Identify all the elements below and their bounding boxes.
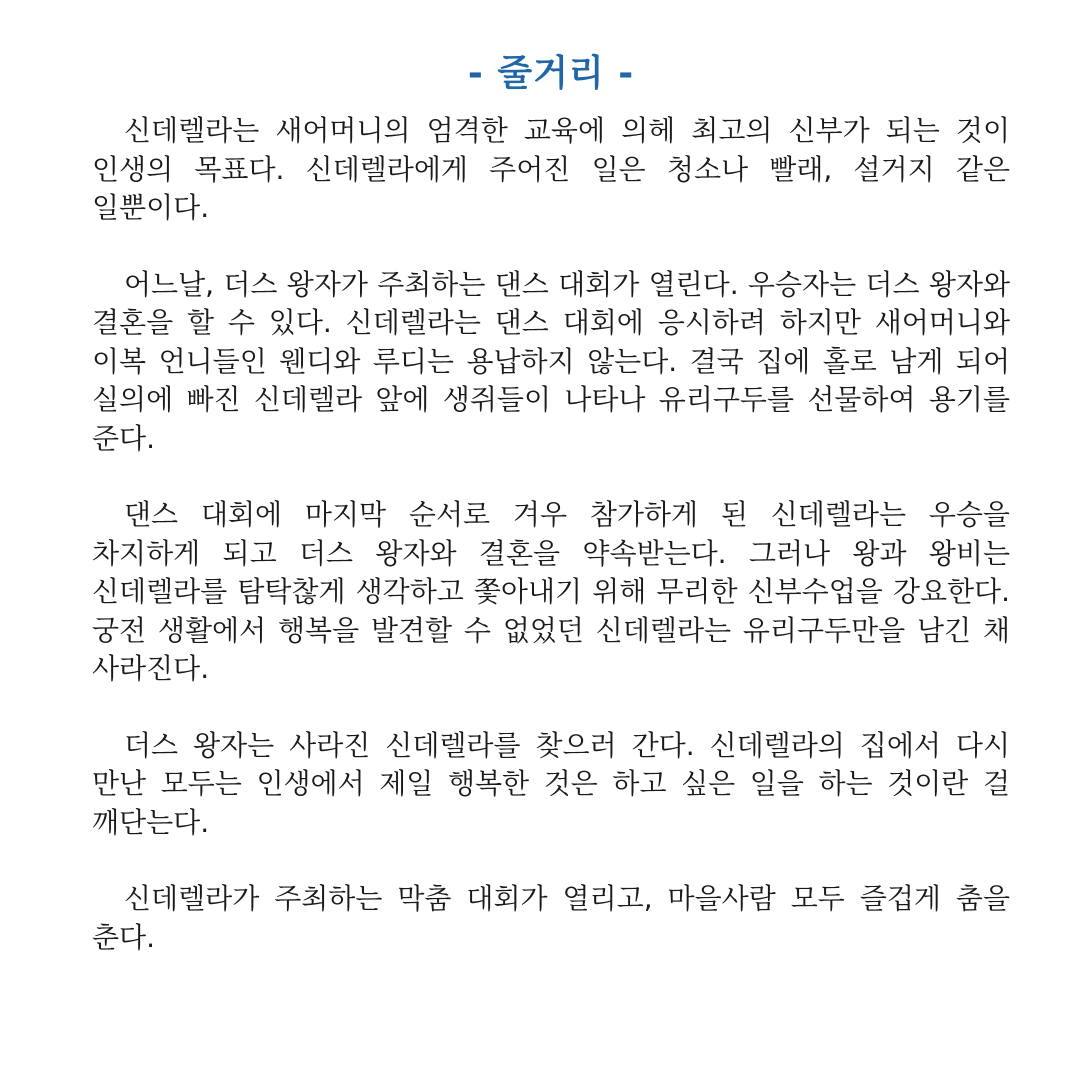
paragraph-text: 어느날, 더스 왕자가 주최하는 댄스 대회가 열린다. 우승자는 더스 왕자와 결혼을 할 수 있다. 신데렐라는 댄스 대회에 응시하려 하지만 새어머니와 이복 언니들인 웬디와 루디는 용납하지 않는다. 결국 집에 홀로 남게 되어 실의에 빠진 신데렐라 앞에 생쥐들이 나타나 유리구두를 선물하여 용기를 준다. xyxy=(92,267,1010,455)
page-title: - 줄거리 - xyxy=(467,53,635,94)
paragraph-4 xyxy=(92,727,1010,843)
paragraph-5 xyxy=(92,880,1010,957)
paragraph-3 xyxy=(92,496,1010,689)
paragraph-text: 댄스 대회에 마지막 순서로 겨우 참가하게 된 신데렐라는 우승을 차지하게 되고 더스 왕자와 결혼을 약속받는다. 그러나 왕과 왕비는 신데렐라를 탐탁찮게 생각하고 쫓아내기 위해 무리한 신부수업을 강요한다. 궁전 생활에서 행복을 발견할 수 없었던 신데렐라는 유리구두만을 남긴 채 사라진다. xyxy=(92,498,1010,685)
paragraph-text: 신데렐라는 새어머니의 엄격한 교육에 의헤 최고의 신부가 되는 것이 인생의 목표다. 신데렐라에게 주어진 일은 청소나 빨래, 설거지 같은 일뿐이다. xyxy=(92,114,1010,224)
paragraph-text: 신데렐라가 주최하는 막춤 대회가 열리고, 마을사람 모두 즐겁게 춤을 춘다. xyxy=(92,882,1010,954)
synopsis-page xyxy=(92,48,1010,995)
paragraph-text: 더스 왕자는 사라진 신데렐라를 찾으러 간다. 신데렐라의 집에서 다시 만난 모두는 인생에서 제일 행복한 것은 하고 싶은 일을 하는 것이란 걸 깨단는다. xyxy=(92,728,1010,839)
paragraph-2 xyxy=(92,266,1010,459)
paragraph-1 xyxy=(92,112,1010,228)
